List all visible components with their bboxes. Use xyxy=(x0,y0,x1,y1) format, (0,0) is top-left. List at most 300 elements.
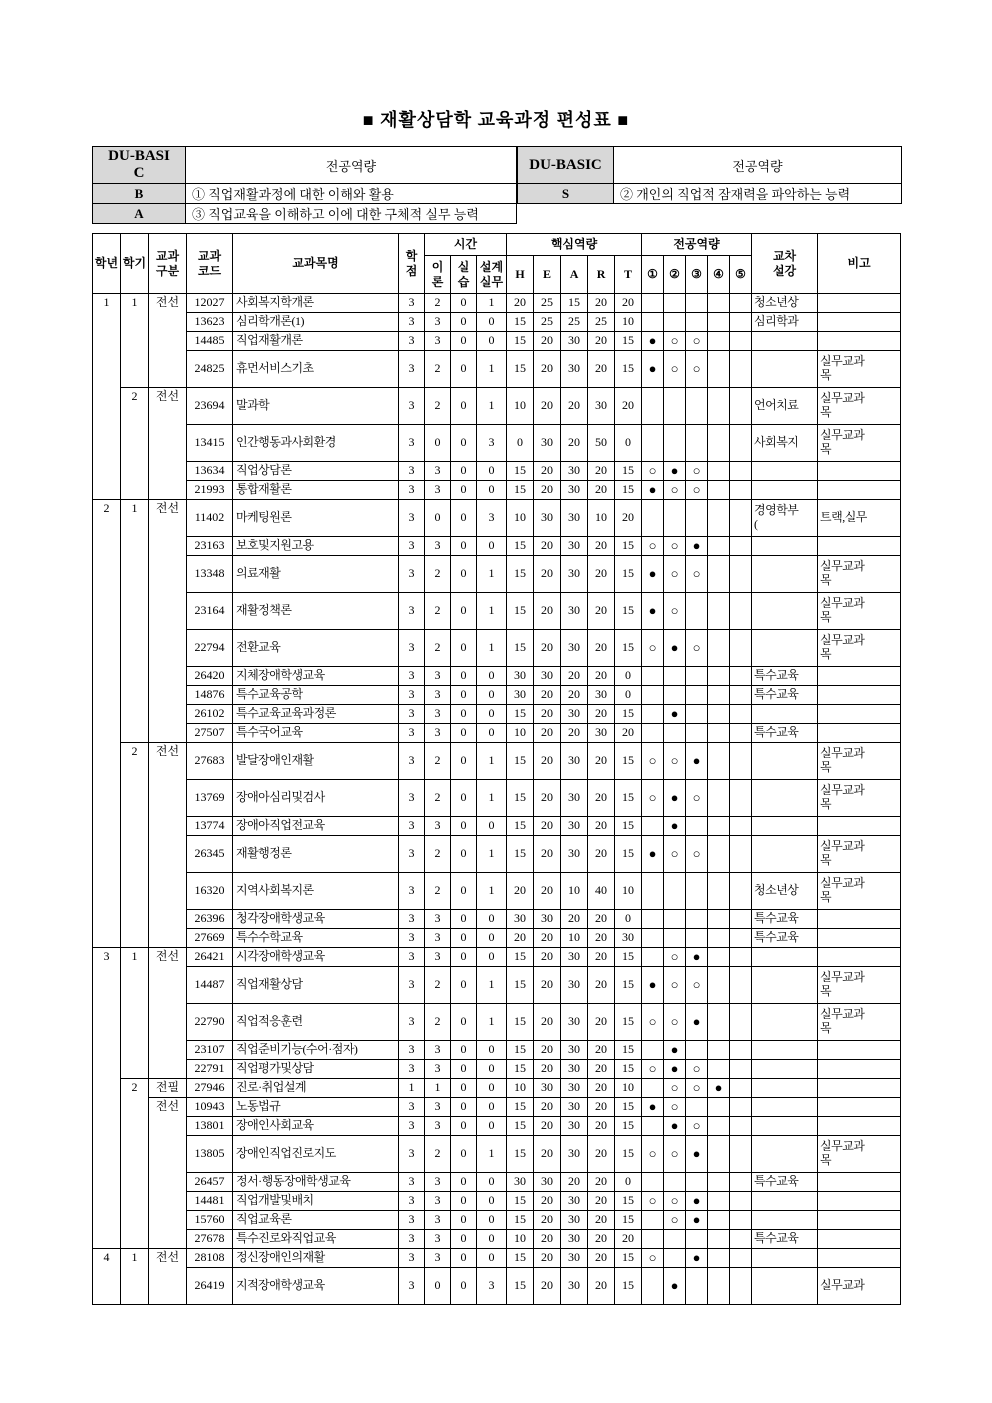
practice-hours: 0 xyxy=(451,313,477,332)
core-E: 30 xyxy=(534,1173,561,1192)
course-code: 23107 xyxy=(187,1041,233,1060)
major-mark-1 xyxy=(642,1041,664,1060)
course-code: 10943 xyxy=(187,1098,233,1117)
cross-listing-cell xyxy=(752,1211,818,1230)
du-basic-table-right xyxy=(517,146,902,204)
remark-cell xyxy=(818,294,901,313)
core-R: 20 xyxy=(588,705,615,724)
major-mark-4 xyxy=(708,537,730,556)
major-mark-1 xyxy=(642,1117,664,1136)
remark-cell xyxy=(818,724,901,743)
practice-hours: 0 xyxy=(451,1173,477,1192)
course-name: 사회복지학개론 xyxy=(233,294,399,313)
design-hours: 1 xyxy=(477,873,507,910)
core-A: 20 xyxy=(561,425,588,462)
major-mark-2: ● xyxy=(664,462,686,481)
design-hours: 0 xyxy=(477,313,507,332)
core-E: 20 xyxy=(534,780,561,817)
core-R: 20 xyxy=(588,929,615,948)
core-T: 15 xyxy=(615,556,642,593)
remark-cell xyxy=(818,1117,901,1136)
major-mark-2: ○ xyxy=(664,1136,686,1173)
major-mark-3: ○ xyxy=(686,1117,708,1136)
core-T: 15 xyxy=(615,593,642,630)
major-mark-1 xyxy=(642,817,664,836)
remark-cell: 실무교과 목 xyxy=(818,1136,901,1173)
header-major-group: 전공역량 xyxy=(642,234,752,256)
credit-cell: 3 xyxy=(399,313,425,332)
core-T: 15 xyxy=(615,1192,642,1211)
major-mark-1: ○ xyxy=(642,1136,664,1173)
design-hours: 1 xyxy=(477,1004,507,1041)
theory-hours: 2 xyxy=(425,1136,451,1173)
course-code: 23163 xyxy=(187,537,233,556)
remark-cell xyxy=(818,686,901,705)
core-H: 30 xyxy=(507,910,534,929)
core-T: 15 xyxy=(615,1098,642,1117)
design-hours: 1 xyxy=(477,1136,507,1173)
design-hours: 0 xyxy=(477,462,507,481)
core-R: 20 xyxy=(588,1117,615,1136)
major-mark-2 xyxy=(664,929,686,948)
remark-cell xyxy=(818,1041,901,1060)
core-T: 15 xyxy=(615,967,642,1004)
core-R: 20 xyxy=(588,817,615,836)
course-row xyxy=(93,1136,901,1173)
credit-cell: 3 xyxy=(399,1136,425,1173)
credit-cell: 3 xyxy=(399,593,425,630)
credit-cell: 1 xyxy=(399,1079,425,1098)
course-row xyxy=(93,332,901,351)
major-mark-2: ○ xyxy=(664,948,686,967)
major-mark-2 xyxy=(664,388,686,425)
core-R: 10 xyxy=(588,500,615,537)
major-mark-2 xyxy=(664,1173,686,1192)
core-T: 10 xyxy=(615,1079,642,1098)
major-mark-1 xyxy=(642,313,664,332)
core-R: 20 xyxy=(588,593,615,630)
core-R: 20 xyxy=(588,1230,615,1249)
design-hours: 0 xyxy=(477,481,507,500)
core-H: 15 xyxy=(507,556,534,593)
course-row xyxy=(93,1192,901,1211)
major-mark-2: ○ xyxy=(664,481,686,500)
theory-hours: 0 xyxy=(425,500,451,537)
category-cell: 전선 xyxy=(149,1098,187,1249)
core-R: 20 xyxy=(588,1249,615,1268)
design-hours: 0 xyxy=(477,910,507,929)
major-mark-1 xyxy=(642,724,664,743)
core-H: 20 xyxy=(507,929,534,948)
major-mark-4 xyxy=(708,910,730,929)
course-row xyxy=(93,1173,901,1192)
major-mark-1 xyxy=(642,686,664,705)
credit-cell: 3 xyxy=(399,948,425,967)
major-mark-3 xyxy=(686,593,708,630)
course-row xyxy=(93,780,901,817)
practice-hours: 0 xyxy=(451,910,477,929)
major-mark-3: ○ xyxy=(686,836,708,873)
remark-cell xyxy=(818,1192,901,1211)
competency-desc: ③ 직업교육을 이해하고 이에 대한 구체적 실무 능력 xyxy=(186,204,517,224)
core-E: 20 xyxy=(534,705,561,724)
course-name: 말과학 xyxy=(233,388,399,425)
credit-cell: 3 xyxy=(399,462,425,481)
credit-cell: 3 xyxy=(399,743,425,780)
credit-cell: 3 xyxy=(399,817,425,836)
major-mark-2: ● xyxy=(664,630,686,667)
design-hours: 3 xyxy=(477,1268,507,1305)
theory-hours: 3 xyxy=(425,332,451,351)
core-E: 20 xyxy=(534,1268,561,1305)
cross-listing-cell: 특수교육 xyxy=(752,686,818,705)
theory-hours: 2 xyxy=(425,873,451,910)
practice-hours: 0 xyxy=(451,705,477,724)
course-name: 직업상담론 xyxy=(233,462,399,481)
course-code: 28108 xyxy=(187,1249,233,1268)
design-hours: 0 xyxy=(477,1230,507,1249)
competency-row xyxy=(93,184,517,204)
major-mark-3: ○ xyxy=(686,462,708,481)
theory-hours: 3 xyxy=(425,1117,451,1136)
course-row xyxy=(93,686,901,705)
theory-hours: 3 xyxy=(425,1098,451,1117)
credit-cell: 3 xyxy=(399,667,425,686)
course-code: 27683 xyxy=(187,743,233,780)
core-A: 30 xyxy=(561,1230,588,1249)
header-major-1: ① xyxy=(642,256,664,294)
header-core-T: T xyxy=(615,256,642,294)
theory-hours: 3 xyxy=(425,1249,451,1268)
major-mark-1: ○ xyxy=(642,1060,664,1079)
major-mark-4 xyxy=(708,1098,730,1117)
course-row xyxy=(93,817,901,836)
core-R: 20 xyxy=(588,910,615,929)
core-A: 30 xyxy=(561,537,588,556)
major-mark-1: ● xyxy=(642,332,664,351)
credit-cell: 3 xyxy=(399,929,425,948)
theory-hours: 3 xyxy=(425,462,451,481)
core-E: 20 xyxy=(534,873,561,910)
credit-cell: 3 xyxy=(399,1173,425,1192)
major-mark-1 xyxy=(642,1173,664,1192)
practice-hours: 0 xyxy=(451,1079,477,1098)
core-E: 20 xyxy=(534,1249,561,1268)
core-A: 30 xyxy=(561,1098,588,1117)
major-mark-5 xyxy=(730,873,752,910)
course-code: 15760 xyxy=(187,1211,233,1230)
course-code: 27946 xyxy=(187,1079,233,1098)
major-mark-2: ○ xyxy=(664,556,686,593)
course-row xyxy=(93,1268,901,1305)
core-T: 0 xyxy=(615,425,642,462)
design-hours: 0 xyxy=(477,1117,507,1136)
course-row xyxy=(93,967,901,1004)
course-row xyxy=(93,481,901,500)
remark-cell xyxy=(818,313,901,332)
course-code: 22791 xyxy=(187,1060,233,1079)
course-row xyxy=(93,667,901,686)
core-E: 30 xyxy=(534,1079,561,1098)
core-T: 15 xyxy=(615,705,642,724)
core-H: 15 xyxy=(507,817,534,836)
course-row xyxy=(93,500,901,537)
course-row xyxy=(93,313,901,332)
credit-cell: 3 xyxy=(399,873,425,910)
core-T: 20 xyxy=(615,388,642,425)
major-mark-1: ● xyxy=(642,836,664,873)
major-mark-1 xyxy=(642,929,664,948)
cross-listing-cell: 특수교육 xyxy=(752,1173,818,1192)
major-mark-4 xyxy=(708,873,730,910)
major-mark-3: ○ xyxy=(686,481,708,500)
cross-listing-cell xyxy=(752,1098,818,1117)
cross-listing-cell xyxy=(752,462,818,481)
core-T: 0 xyxy=(615,1173,642,1192)
core-E: 30 xyxy=(534,910,561,929)
credit-cell: 3 xyxy=(399,1249,425,1268)
core-E: 20 xyxy=(534,1041,561,1060)
cross-listing-cell: 특수교육 xyxy=(752,910,818,929)
core-R: 20 xyxy=(588,556,615,593)
cross-listing-cell xyxy=(752,351,818,388)
core-A: 30 xyxy=(561,1060,588,1079)
core-A: 30 xyxy=(561,1041,588,1060)
major-mark-2: ● xyxy=(664,1060,686,1079)
course-name: 특수국어교육 xyxy=(233,724,399,743)
major-mark-4 xyxy=(708,1268,730,1305)
major-mark-1: ● xyxy=(642,556,664,593)
cross-listing-cell: 특수교육 xyxy=(752,724,818,743)
course-row xyxy=(93,1060,901,1079)
theory-hours: 2 xyxy=(425,388,451,425)
cross-listing-cell xyxy=(752,705,818,724)
course-name: 재활행정론 xyxy=(233,836,399,873)
practice-hours: 0 xyxy=(451,1192,477,1211)
category-cell: 전선 xyxy=(149,743,187,948)
major-mark-5 xyxy=(730,425,752,462)
core-A: 20 xyxy=(561,667,588,686)
cross-listing-cell: 사회복지 xyxy=(752,425,818,462)
theory-hours: 3 xyxy=(425,1211,451,1230)
major-mark-3: ● xyxy=(686,1004,708,1041)
course-row xyxy=(93,1041,901,1060)
design-hours: 1 xyxy=(477,743,507,780)
major-mark-2: ● xyxy=(664,1117,686,1136)
core-R: 20 xyxy=(588,1098,615,1117)
core-T: 0 xyxy=(615,686,642,705)
core-E: 20 xyxy=(534,1060,561,1079)
core-E: 20 xyxy=(534,929,561,948)
year-cell: 2 xyxy=(93,500,121,948)
core-E: 20 xyxy=(534,1211,561,1230)
core-R: 20 xyxy=(588,967,615,1004)
page-title: ■ 재활상담학 교육과정 편성표 ■ xyxy=(362,110,630,130)
core-H: 15 xyxy=(507,1249,534,1268)
header-core-H: H xyxy=(507,256,534,294)
core-T: 15 xyxy=(615,351,642,388)
design-hours: 1 xyxy=(477,630,507,667)
major-mark-5 xyxy=(730,1249,752,1268)
major-mark-2 xyxy=(664,313,686,332)
theory-hours: 3 xyxy=(425,686,451,705)
theory-hours: 2 xyxy=(425,1004,451,1041)
core-T: 20 xyxy=(615,500,642,537)
major-mark-2: ○ xyxy=(664,1211,686,1230)
core-A: 20 xyxy=(561,686,588,705)
credit-cell: 3 xyxy=(399,724,425,743)
header-core-E: E xyxy=(534,256,561,294)
course-name: 재활정책론 xyxy=(233,593,399,630)
header-category: 교과 구분 xyxy=(149,234,187,294)
major-mark-4 xyxy=(708,1041,730,1060)
course-row xyxy=(93,1249,901,1268)
credit-cell: 3 xyxy=(399,1060,425,1079)
core-E: 20 xyxy=(534,1117,561,1136)
practice-hours: 0 xyxy=(451,1249,477,1268)
cross-listing-cell xyxy=(752,1041,818,1060)
cross-listing-cell: 심리학과 xyxy=(752,313,818,332)
course-code: 13769 xyxy=(187,780,233,817)
major-mark-3 xyxy=(686,910,708,929)
core-T: 15 xyxy=(615,481,642,500)
competency-desc: ① 직업재활과정에 대한 이해와 활용 xyxy=(186,184,517,204)
core-H: 30 xyxy=(507,667,534,686)
major-mark-3: ● xyxy=(686,537,708,556)
core-R: 20 xyxy=(588,1268,615,1305)
major-mark-4 xyxy=(708,1192,730,1211)
course-row xyxy=(93,705,901,724)
core-R: 20 xyxy=(588,294,615,313)
cross-listing-cell: 언어치료 xyxy=(752,388,818,425)
credit-cell: 3 xyxy=(399,967,425,1004)
credit-cell: 3 xyxy=(399,1004,425,1041)
core-A: 30 xyxy=(561,948,588,967)
major-mark-4 xyxy=(708,780,730,817)
practice-hours: 0 xyxy=(451,481,477,500)
major-mark-4 xyxy=(708,1004,730,1041)
major-mark-2 xyxy=(664,1230,686,1249)
major-mark-2: ○ xyxy=(664,743,686,780)
design-hours: 1 xyxy=(477,593,507,630)
header-group-row xyxy=(93,234,901,256)
semester-cell: 1 xyxy=(121,294,149,388)
major-mark-1 xyxy=(642,705,664,724)
course-code: 26457 xyxy=(187,1173,233,1192)
core-T: 15 xyxy=(615,780,642,817)
year-cell: 3 xyxy=(93,948,121,1249)
major-mark-2 xyxy=(664,1249,686,1268)
core-R: 20 xyxy=(588,1192,615,1211)
major-mark-2: ● xyxy=(664,1041,686,1060)
course-row xyxy=(93,1117,901,1136)
core-E: 30 xyxy=(534,500,561,537)
category-cell: 전선 xyxy=(149,948,187,1079)
core-A: 30 xyxy=(561,743,588,780)
header-cross-listing: 교차 설강 xyxy=(752,234,818,294)
major-mark-3 xyxy=(686,294,708,313)
core-H: 15 xyxy=(507,780,534,817)
core-R: 20 xyxy=(588,481,615,500)
core-H: 15 xyxy=(507,630,534,667)
core-R: 20 xyxy=(588,1041,615,1060)
cross-listing-cell: 특수교육 xyxy=(752,929,818,948)
practice-hours: 0 xyxy=(451,537,477,556)
practice-hours: 0 xyxy=(451,1098,477,1117)
header-time-group: 시간 xyxy=(425,234,507,256)
credit-cell: 3 xyxy=(399,1192,425,1211)
major-mark-3: ● xyxy=(686,743,708,780)
major-mark-3 xyxy=(686,388,708,425)
major-mark-1: ○ xyxy=(642,780,664,817)
remark-cell: 실무교과 목 xyxy=(818,873,901,910)
core-T: 15 xyxy=(615,537,642,556)
major-mark-5 xyxy=(730,1173,752,1192)
cross-listing-cell: 특수교육 xyxy=(752,667,818,686)
major-mark-2: ○ xyxy=(664,967,686,1004)
core-H: 15 xyxy=(507,351,534,388)
remark-cell: 실무교과 목 xyxy=(818,388,901,425)
major-mark-2: ○ xyxy=(664,1079,686,1098)
major-mark-1: ● xyxy=(642,967,664,1004)
major-mark-5 xyxy=(730,1004,752,1041)
core-H: 15 xyxy=(507,948,534,967)
core-T: 15 xyxy=(615,817,642,836)
course-name: 보호및지원고용 xyxy=(233,537,399,556)
core-E: 20 xyxy=(534,388,561,425)
core-H: 15 xyxy=(507,967,534,1004)
core-E: 20 xyxy=(534,332,561,351)
design-hours: 0 xyxy=(477,948,507,967)
major-mark-5 xyxy=(730,967,752,1004)
core-R: 20 xyxy=(588,351,615,388)
remark-cell xyxy=(818,1173,901,1192)
course-code: 21993 xyxy=(187,481,233,500)
core-H: 15 xyxy=(507,743,534,780)
major-mark-2: ● xyxy=(664,780,686,817)
core-H: 15 xyxy=(507,1060,534,1079)
core-A: 20 xyxy=(561,910,588,929)
remark-cell: 실무교과 목 xyxy=(818,630,901,667)
remark-cell: 실무교과 목 xyxy=(818,556,901,593)
core-H: 15 xyxy=(507,1192,534,1211)
design-hours: 1 xyxy=(477,780,507,817)
major-mark-3 xyxy=(686,667,708,686)
major-mark-5 xyxy=(730,1136,752,1173)
theory-hours: 3 xyxy=(425,929,451,948)
design-hours: 0 xyxy=(477,817,507,836)
core-T: 20 xyxy=(615,294,642,313)
course-name: 발달장애인재활 xyxy=(233,743,399,780)
course-name: 장애인사회교육 xyxy=(233,1117,399,1136)
core-T: 15 xyxy=(615,1268,642,1305)
cross-listing-cell xyxy=(752,593,818,630)
practice-hours: 0 xyxy=(451,1211,477,1230)
competency-row xyxy=(518,184,902,204)
core-E: 20 xyxy=(534,1004,561,1041)
major-mark-5 xyxy=(730,667,752,686)
semester-cell: 2 xyxy=(121,1079,149,1249)
du-basic-header-left xyxy=(93,147,186,184)
major-mark-3 xyxy=(686,929,708,948)
cross-listing-cell xyxy=(752,1117,818,1136)
course-code: 14876 xyxy=(187,686,233,705)
major-mark-2: ● xyxy=(664,705,686,724)
core-T: 30 xyxy=(615,929,642,948)
practice-hours: 0 xyxy=(451,500,477,537)
core-E: 20 xyxy=(534,537,561,556)
practice-hours: 0 xyxy=(451,686,477,705)
